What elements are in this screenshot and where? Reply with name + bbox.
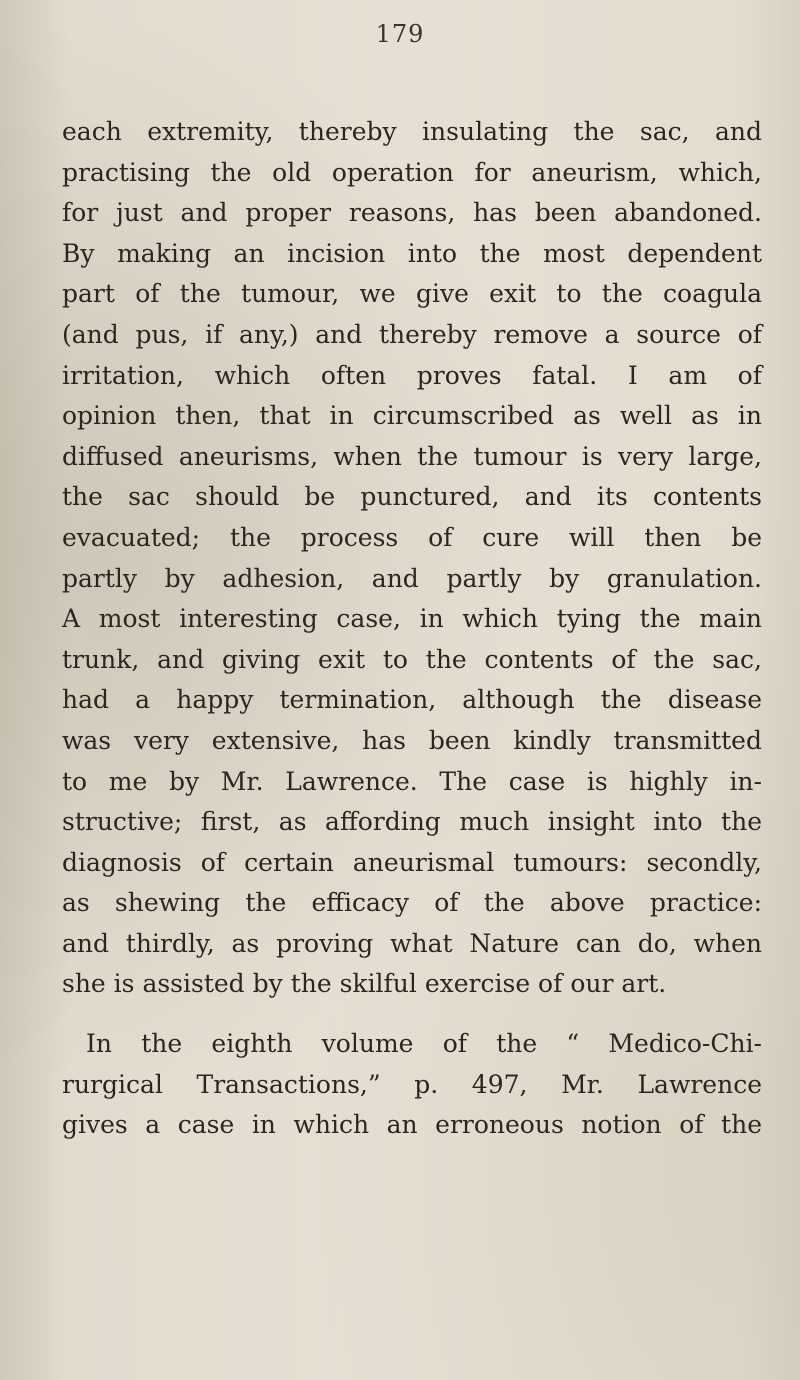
text-line: In the eighth volume of the “ Medico-Chi- <box>86 1029 762 1059</box>
text-line: as shewing the efficacy of the above practice: <box>62 888 762 918</box>
text-line: A most interesting case, in which tying the main <box>62 604 762 634</box>
text-line: each extremity, thereby insulating the sac, and <box>62 117 762 146</box>
text-line: By making an incision into the most dependent <box>62 238 762 268</box>
text-line: rurgical Transactions,” p. 497, Mr. Lawrence <box>62 1069 762 1099</box>
paragraph-1 <box>62 112 762 1005</box>
text-line: (and pus, if any,) and thereby remove a source of <box>62 319 762 349</box>
text-line: diagnosis of certain aneurismal tumours: secondly, <box>62 847 762 877</box>
text-line: gives a case in which an erroneous notion of the <box>62 1110 762 1140</box>
text-line: evacuated; the process of cure will then be <box>62 522 762 552</box>
text-line: to me by Mr. Lawrence. The case is highly in- <box>62 766 762 796</box>
text-line: for just and proper reasons, has been abandoned. <box>62 198 762 228</box>
text-line: partly by adhesion, and partly by granulation. <box>62 563 762 593</box>
text-line: structive; first, as affording much insight into the <box>62 807 762 837</box>
page-number: 179 <box>375 20 425 48</box>
text-line: part of the tumour, we give exit to the coagula <box>62 279 762 309</box>
text-line: diffused aneurisms, when the tumour is very large, <box>62 441 762 471</box>
text-line: the sac should be punctured, and its contents <box>62 482 762 512</box>
paragraph-2 <box>62 1024 762 1146</box>
text-line: and thirdly, as proving what Nature can do, when <box>62 928 762 958</box>
text-line: trunk, and giving exit to the contents of the sac, <box>62 644 762 674</box>
text-line: opinion then, that in circumscribed as well as in <box>62 401 762 431</box>
text-line: irritation, which often proves fatal. I am of <box>62 360 762 390</box>
paragraph-gap <box>62 1005 762 1024</box>
text-line: was very extensive, has been kindly transmitted <box>62 725 762 755</box>
text-line: practising the old operation for aneurism, which, <box>62 157 762 187</box>
text-line: had a happy termination, although the disease <box>62 685 762 715</box>
body-text <box>62 112 762 1146</box>
text-line: she is assisted by the skilful exercise of our art. <box>62 969 667 999</box>
